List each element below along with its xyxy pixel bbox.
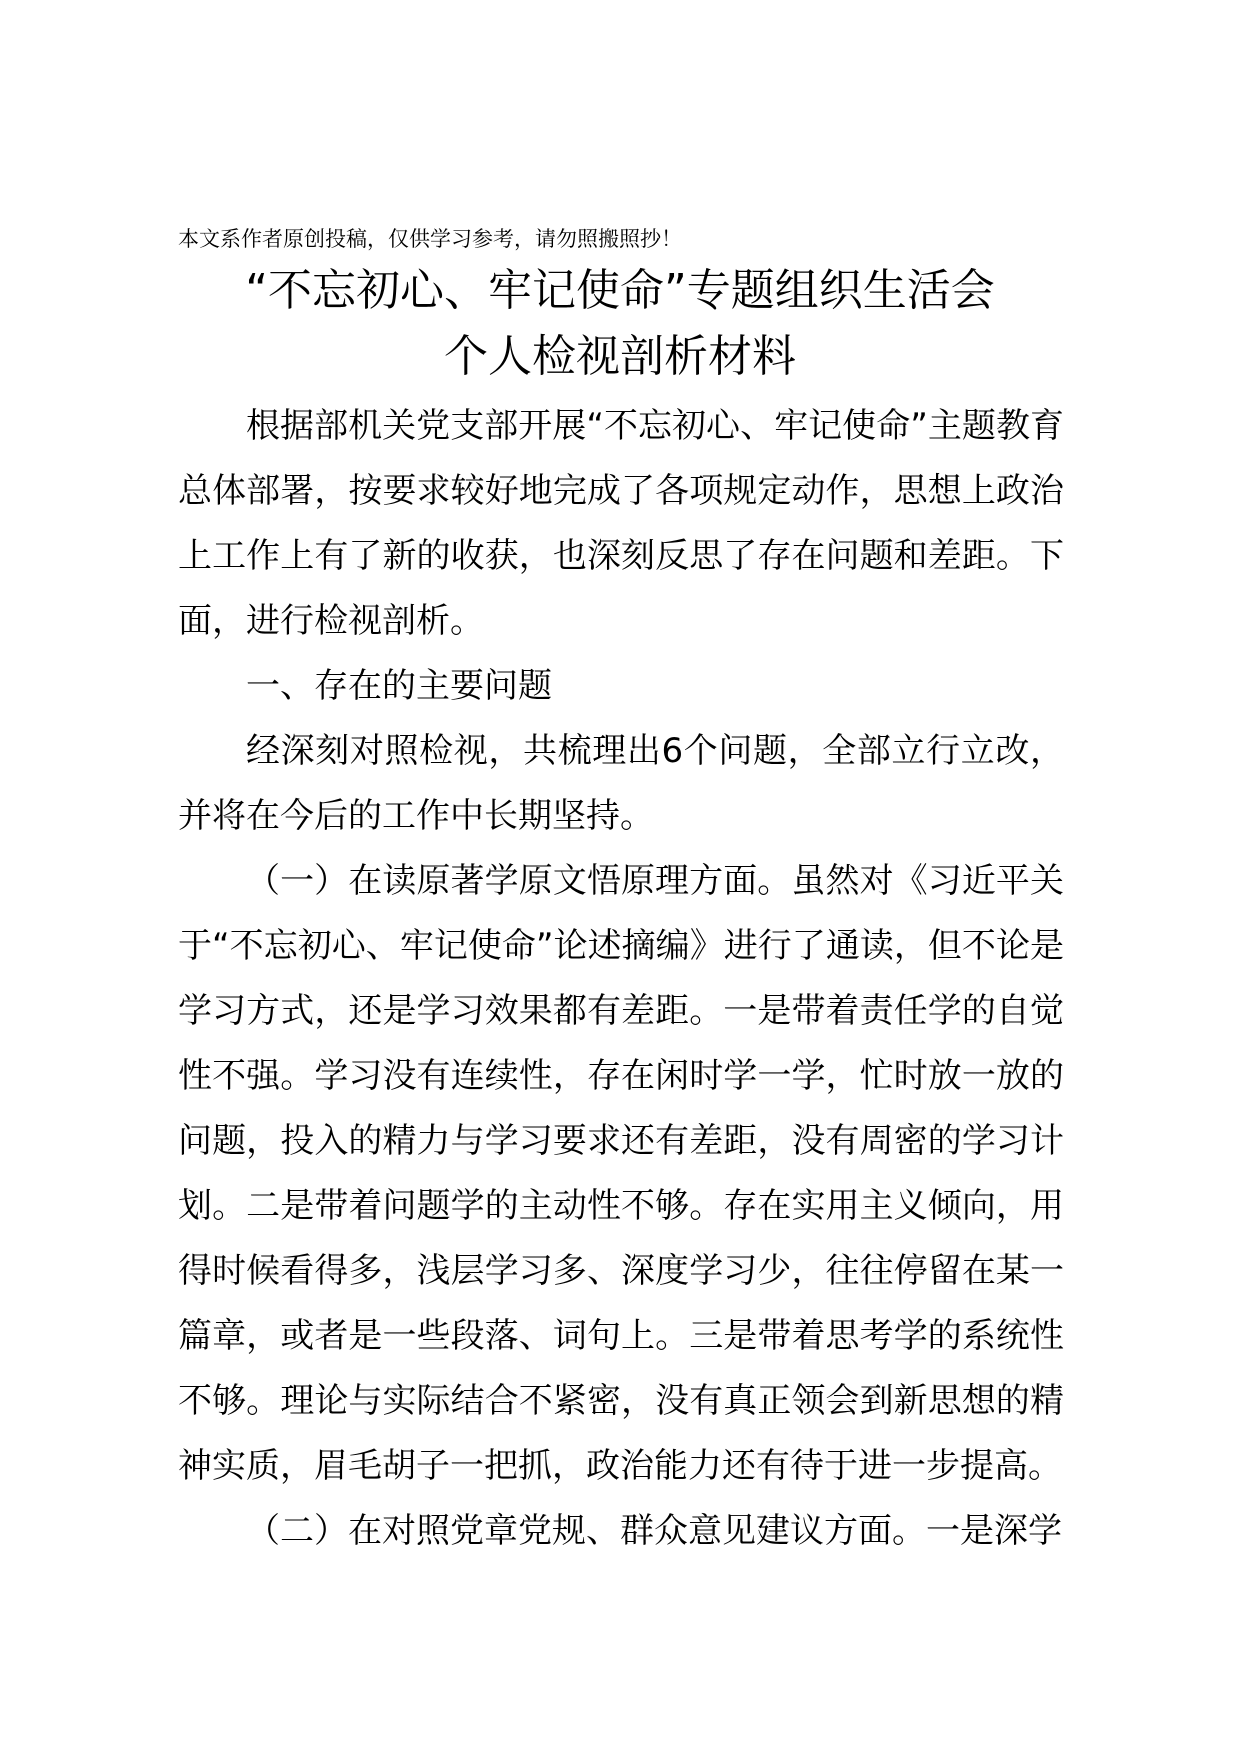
paragraph-item-1: （一）在读原著学原文悟原理方面。虽然对《习近平关于“不忘初心、牢记使命”论述摘编》进行了通读，但不论是学习方式，还是学习效果都有差距。一是带着责任学的自觉性不强。学习没有连续性，存在闲时学一学，忙时放一放的问题，投入的精力与学习要求还有差距，没有周密的学习计划。二是带着问题学的主动性不够。存在实用主义倾向，用得时候看得多，浅层学习多、深度学习少，往往停留在某一篇章，或者是一些段落、词句上。三是带着思考学的系统性不够。理论与实际结合不紧密，没有真正领会到新思想的精神实质，眉毛胡子一把抓，政治能力还有待于进一步提高。 — [178, 861, 1064, 1486]
paragraph-summary: 经深刻对照检视，共梳理出6个问题，全部立行立改，并将在今后的工作中长期坚持。 — [178, 731, 1064, 836]
section-heading: 一、存在的主要问题 — [246, 666, 552, 706]
document-title-line-2: 个人检视剖析材料 — [444, 331, 796, 382]
document-title-line-1: “不忘初心、牢记使命”专题组织生活会 — [245, 265, 995, 316]
copyright-notice: 本文系作者原创投稿，仅供学习参考，请勿照搬照抄！ — [178, 227, 682, 251]
document-body — [178, 394, 1064, 1564]
paragraph-item-2: （二）在对照党章党规、群众意见建议方面。一是深学 — [246, 1511, 1062, 1551]
paragraph-intro: 根据部机关党支部开展“不忘初心、牢记使命”主题教育总体部署，按要求较好地完成了各项规定动作，思想上政治上工作上有了新的收获，也深刻反思了存在问题和差距。下面，进行检视剖析。 — [178, 406, 1064, 641]
